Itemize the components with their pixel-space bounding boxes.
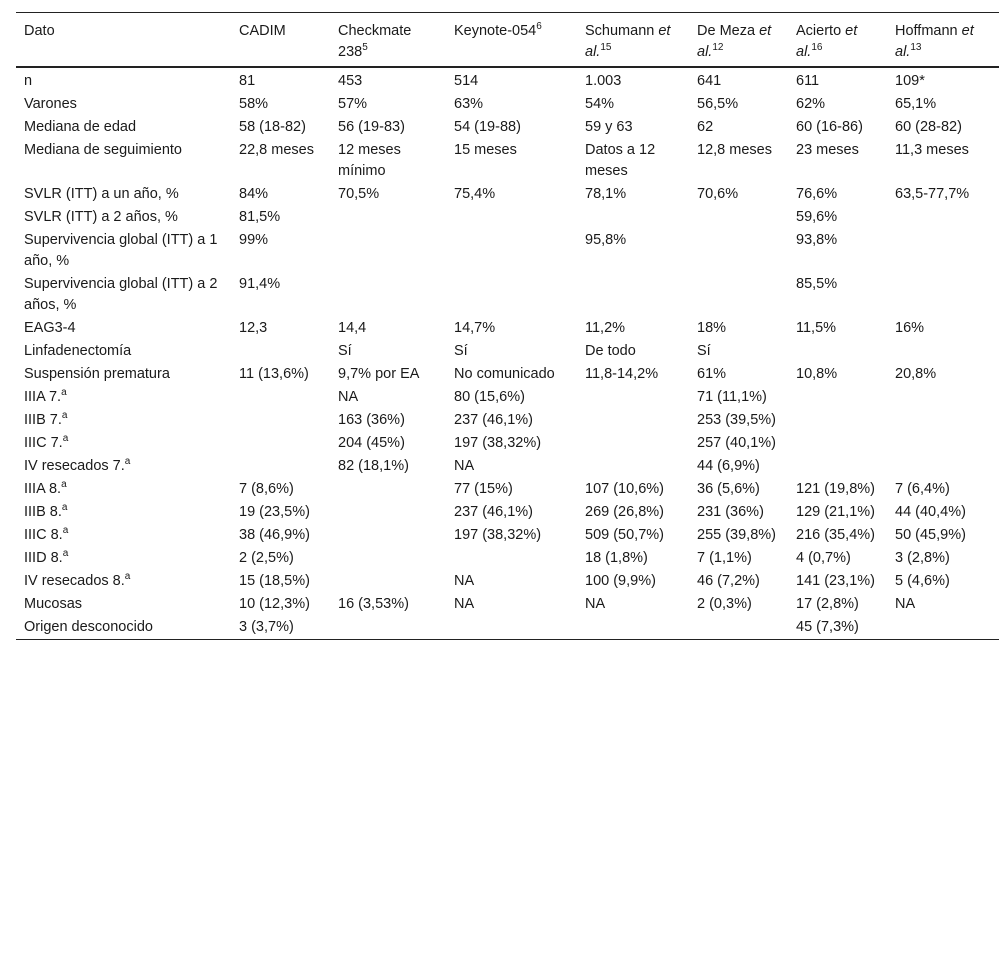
table-cell: 70,5% — [338, 186, 380, 202]
table-cell: 23 meses — [796, 142, 859, 158]
table-row — [16, 409, 999, 432]
table-cell: 61% — [697, 366, 727, 382]
table-cell — [887, 386, 999, 409]
table-cell: 59 y 63 — [585, 119, 633, 135]
table-cell: 12,8 meses — [697, 142, 772, 158]
table-cell — [887, 273, 999, 317]
table-cell — [577, 432, 689, 455]
table-cell: 44 (40,4%) — [895, 504, 966, 520]
table-cell: 95,8% — [585, 232, 627, 248]
table-cell: 237 (46,1%) — [454, 504, 533, 520]
table-cell: 58% — [239, 96, 269, 112]
table-cell — [788, 386, 887, 409]
row-label-text: IIIC 8. — [24, 527, 63, 543]
table-cell: 77 (15%) — [454, 481, 513, 497]
table-cell: 15 (18,5%) — [239, 573, 310, 589]
table-cell — [577, 616, 689, 640]
table-cell — [788, 455, 887, 478]
ordinal-superscript: a — [124, 456, 131, 467]
header-text: Acierto — [796, 23, 846, 39]
table-cell — [330, 547, 446, 570]
ordinal-superscript: a — [62, 525, 69, 536]
reference-superscript: 12 — [712, 42, 724, 53]
table-cell: NA — [454, 458, 475, 474]
table-cell: 16 (3,53%) — [338, 596, 409, 612]
table-cell: 81,5% — [239, 209, 281, 225]
table-cell: 78,1% — [585, 186, 627, 202]
row-label — [16, 67, 231, 93]
column-header — [788, 13, 887, 68]
table-cell — [446, 229, 577, 273]
header-text: et al. — [697, 23, 772, 60]
table-row — [16, 616, 999, 640]
row-label — [16, 340, 231, 363]
row-label — [16, 183, 231, 206]
reference-superscript: 5 — [362, 42, 368, 53]
table-cell: 253 (39,5%) — [697, 412, 776, 428]
table-cell — [446, 547, 577, 570]
column-header — [887, 13, 999, 68]
table-cell: 3 (2,8%) — [895, 550, 950, 566]
table-cell — [446, 206, 577, 229]
table-cell — [231, 386, 330, 409]
table-cell — [231, 455, 330, 478]
table-cell — [887, 432, 999, 455]
ordinal-superscript: a — [62, 548, 69, 559]
row-label-text: IV resecados 7. — [24, 458, 125, 474]
header-text: De Meza — [697, 23, 760, 39]
table-cell: 11,2% — [585, 320, 626, 336]
table-cell: 60 (28-82) — [895, 119, 962, 135]
table-cell — [887, 340, 999, 363]
row-label — [16, 478, 231, 501]
table-cell: 81 — [239, 73, 256, 89]
comparison-table — [16, 12, 999, 640]
table-cell: 163 (36%) — [338, 412, 405, 428]
table-row — [16, 139, 999, 183]
row-label-text: Mucosas — [24, 596, 83, 612]
ordinal-superscript: a — [61, 410, 68, 421]
row-label-text: Suspensión prematura — [24, 366, 170, 382]
row-label-text: IIIA 7. — [24, 389, 62, 405]
table-cell: 12 meses mínimo — [338, 142, 401, 179]
header-text: Keynote-054 — [454, 23, 537, 39]
table-row — [16, 547, 999, 570]
row-label-text: EAG3-4 — [24, 320, 76, 336]
header-text: CADIM — [239, 23, 286, 39]
table-cell — [887, 206, 999, 229]
table-cell — [887, 455, 999, 478]
table-cell — [330, 616, 446, 640]
table-cell — [330, 273, 446, 317]
table-cell: 257 (40,1%) — [697, 435, 776, 451]
table-cell: 57% — [338, 96, 368, 112]
table-cell: NA — [338, 389, 359, 405]
table-cell: 10 (12,3%) — [239, 596, 310, 612]
table-row — [16, 93, 999, 116]
table-cell: 3 (3,7%) — [239, 619, 294, 635]
table-row — [16, 340, 999, 363]
table-cell — [330, 478, 446, 501]
ordinal-superscript: a — [61, 502, 68, 513]
table-cell — [689, 229, 788, 273]
table-cell: 509 (50,7%) — [585, 527, 664, 543]
table-cell — [330, 570, 446, 593]
table-cell — [330, 501, 446, 524]
table-cell: 59,6% — [796, 209, 838, 225]
row-label-text: Supervivencia global (ITT) a 2 años, % — [24, 276, 218, 313]
table-cell: Sí — [697, 343, 711, 359]
table-cell: 58 (18-82) — [239, 119, 306, 135]
table-cell: 11,3 meses — [895, 142, 969, 158]
table-cell — [330, 524, 446, 547]
table-cell: 4 (0,7%) — [796, 550, 851, 566]
ordinal-superscript: a — [124, 571, 131, 582]
table-cell — [231, 340, 330, 363]
row-label-text: IV resecados 8. — [24, 573, 125, 589]
table-cell: 5 (4,6%) — [895, 573, 950, 589]
table-cell: 14,7% — [454, 320, 496, 336]
table-cell: 63% — [454, 96, 484, 112]
ordinal-superscript: a — [61, 479, 67, 490]
table-cell — [446, 273, 577, 317]
table-cell: 9,7% por EA — [338, 366, 420, 382]
table-cell: 2 (2,5%) — [239, 550, 294, 566]
header-text: Schumann — [585, 23, 659, 39]
row-label — [16, 501, 231, 524]
table-cell: 11,8-14,2% — [585, 366, 659, 382]
table-cell: 50 (45,9%) — [895, 527, 966, 543]
table-cell — [689, 273, 788, 317]
table-cell: 7 (1,1%) — [697, 550, 752, 566]
table-cell: Sí — [454, 343, 468, 359]
header-text: Hoffmann — [895, 23, 962, 39]
table-cell — [887, 616, 999, 640]
table-row — [16, 478, 999, 501]
table-cell: 1.003 — [585, 73, 622, 89]
row-label-text: IIIB 7. — [24, 412, 62, 428]
table-cell — [446, 616, 577, 640]
table-cell: 10,8% — [796, 366, 838, 382]
header-text: et al. — [585, 23, 671, 60]
table-cell: 60 (16-86) — [796, 119, 863, 135]
header-text: Dato — [24, 23, 55, 39]
row-label — [16, 273, 231, 317]
table-cell: 15 meses — [454, 142, 517, 158]
ordinal-superscript: a — [61, 387, 67, 398]
table-row — [16, 455, 999, 478]
table-cell: 107 (10,6%) — [585, 481, 664, 497]
row-label — [16, 570, 231, 593]
row-label — [16, 593, 231, 616]
table-row — [16, 116, 999, 139]
column-header — [16, 13, 231, 68]
table-row — [16, 67, 999, 93]
table-header-row — [16, 13, 999, 68]
table-cell: 231 (36%) — [697, 504, 764, 520]
row-label-text: Varones — [24, 96, 77, 112]
table-cell: 18% — [697, 320, 727, 336]
row-label — [16, 616, 231, 640]
table-cell: 76,6% — [796, 186, 838, 202]
table-cell: 65,1% — [895, 96, 937, 112]
table-cell: 75,4% — [454, 186, 496, 202]
table-row — [16, 273, 999, 317]
table-cell: 100 (9,9%) — [585, 573, 656, 589]
table-cell: 204 (45%) — [338, 435, 405, 451]
table-cell: 514 — [454, 73, 479, 89]
table-cell: 45 (7,3%) — [796, 619, 859, 635]
row-label-text: n — [24, 73, 33, 89]
table-row — [16, 183, 999, 206]
row-label-text: IIIA 8. — [24, 481, 62, 497]
row-label — [16, 432, 231, 455]
table-cell — [330, 206, 446, 229]
table-cell: 109* — [895, 73, 925, 89]
table-cell — [577, 206, 689, 229]
column-header — [446, 13, 577, 68]
table-cell — [577, 273, 689, 317]
table-cell: 44 (6,9%) — [697, 458, 760, 474]
table-cell: 255 (39,8%) — [697, 527, 776, 543]
row-label-text: Origen desconocido — [24, 619, 153, 635]
table-cell: 7 (8,6%) — [239, 481, 294, 497]
column-header — [330, 13, 446, 68]
table-cell: 2 (0,3%) — [697, 596, 752, 612]
reference-superscript: 15 — [600, 42, 612, 53]
table-cell — [231, 432, 330, 455]
reference-superscript: 13 — [910, 42, 922, 53]
row-label — [16, 455, 231, 478]
table-row — [16, 432, 999, 455]
header-text: Checkmate 238 — [338, 23, 412, 60]
table-cell: 22,8 meses — [239, 142, 314, 158]
table-cell: 121 (19,8%) — [796, 481, 875, 497]
table-cell: 129 (21,1%) — [796, 504, 875, 520]
table-cell — [330, 229, 446, 273]
table-cell — [231, 409, 330, 432]
table-cell: NA — [895, 596, 916, 612]
table-cell — [788, 409, 887, 432]
table-cell: 17 (2,8%) — [796, 596, 859, 612]
table-row — [16, 524, 999, 547]
table-row — [16, 229, 999, 273]
table-row — [16, 206, 999, 229]
table-cell — [887, 229, 999, 273]
table-cell — [887, 409, 999, 432]
table-cell: 237 (46,1%) — [454, 412, 533, 428]
table-cell: 62 — [697, 119, 714, 135]
table-cell: 14,4 — [338, 320, 367, 336]
row-label-text: IIIC 7. — [24, 435, 63, 451]
table-cell: 54% — [585, 96, 615, 112]
table-cell: 19 (23,5%) — [239, 504, 310, 520]
row-label-text: Linfadenectomía — [24, 343, 132, 359]
row-label — [16, 93, 231, 116]
table-cell: No comunicado — [454, 366, 555, 382]
table-cell: 611 — [796, 73, 820, 89]
row-label — [16, 547, 231, 570]
reference-superscript: 16 — [811, 42, 823, 53]
table-cell — [689, 616, 788, 640]
table-cell: NA — [454, 596, 475, 612]
row-label-text: SVLR (ITT) a un año, % — [24, 186, 179, 202]
row-label-text: IIIB 8. — [24, 504, 62, 520]
table-cell: 63,5-77,7% — [895, 186, 970, 202]
table-cell: 82 (18,1%) — [338, 458, 409, 474]
row-label-text: Mediana de seguimiento — [24, 142, 182, 158]
table-row — [16, 501, 999, 524]
row-label-text: Mediana de edad — [24, 119, 137, 135]
table-cell: 54 (19-88) — [454, 119, 521, 135]
table-row — [16, 363, 999, 386]
table-cell: 11,5% — [796, 320, 837, 336]
table-cell: 38 (46,9%) — [239, 527, 310, 543]
table-cell: 84% — [239, 186, 269, 202]
table-cell: De todo — [585, 343, 636, 359]
table-cell: 46 (7,2%) — [697, 573, 760, 589]
table-cell — [577, 386, 689, 409]
ordinal-superscript: a — [62, 433, 69, 444]
table-cell: 36 (5,6%) — [697, 481, 760, 497]
column-header — [689, 13, 788, 68]
table-cell: 216 (35,4%) — [796, 527, 875, 543]
table-cell: 20,8% — [895, 366, 937, 382]
table-cell: Sí — [338, 343, 352, 359]
row-label-text: SVLR (ITT) a 2 años, % — [24, 209, 178, 225]
table-cell — [577, 455, 689, 478]
table-cell: NA — [585, 596, 606, 612]
table-cell — [689, 206, 788, 229]
table-cell — [577, 409, 689, 432]
table-cell: NA — [454, 573, 475, 589]
table-cell — [788, 432, 887, 455]
table-cell: 141 (23,1%) — [796, 573, 875, 589]
table-cell: 12,3 — [239, 320, 268, 336]
table-container — [16, 12, 999, 640]
row-label-text: IIID 8. — [24, 550, 63, 566]
table-cell: Datos a 12 meses — [585, 142, 656, 179]
table-body — [16, 67, 999, 640]
table-cell: 80 (15,6%) — [454, 389, 525, 405]
header-text: et al. — [895, 23, 974, 60]
table-cell — [788, 340, 887, 363]
table-cell: 197 (38,32%) — [454, 435, 542, 451]
table-cell: 18 (1,8%) — [585, 550, 648, 566]
row-label — [16, 116, 231, 139]
table-cell: 7 (6,4%) — [895, 481, 950, 497]
table-cell: 11 (13,6%) — [239, 366, 309, 382]
table-cell: 99% — [239, 232, 269, 248]
table-row — [16, 570, 999, 593]
column-header — [231, 13, 330, 68]
table-cell: 56 (19-83) — [338, 119, 405, 135]
row-label — [16, 206, 231, 229]
table-cell: 16% — [895, 320, 925, 336]
row-label — [16, 409, 231, 432]
row-label-text: Supervivencia global (ITT) a 1 año, % — [24, 232, 218, 269]
table-cell: 91,4% — [239, 276, 281, 292]
table-cell: 56,5% — [697, 96, 739, 112]
table-cell: 85,5% — [796, 276, 838, 292]
table-cell: 453 — [338, 73, 363, 89]
table-cell: 641 — [697, 73, 722, 89]
table-row — [16, 386, 999, 409]
header-text: et al. — [796, 23, 858, 60]
table-cell: 93,8% — [796, 232, 838, 248]
table-row — [16, 317, 999, 340]
table-cell: 62% — [796, 96, 826, 112]
row-label — [16, 229, 231, 273]
reference-superscript: 6 — [536, 21, 542, 32]
table-cell: 71 (11,1%) — [697, 389, 767, 405]
row-label — [16, 363, 231, 386]
column-header — [577, 13, 689, 68]
table-cell: 197 (38,32%) — [454, 527, 542, 543]
row-label — [16, 524, 231, 547]
table-row — [16, 593, 999, 616]
table-cell: 70,6% — [697, 186, 739, 202]
table-cell: 269 (26,8%) — [585, 504, 664, 520]
row-label — [16, 386, 231, 409]
row-label — [16, 139, 231, 183]
row-label — [16, 317, 231, 340]
